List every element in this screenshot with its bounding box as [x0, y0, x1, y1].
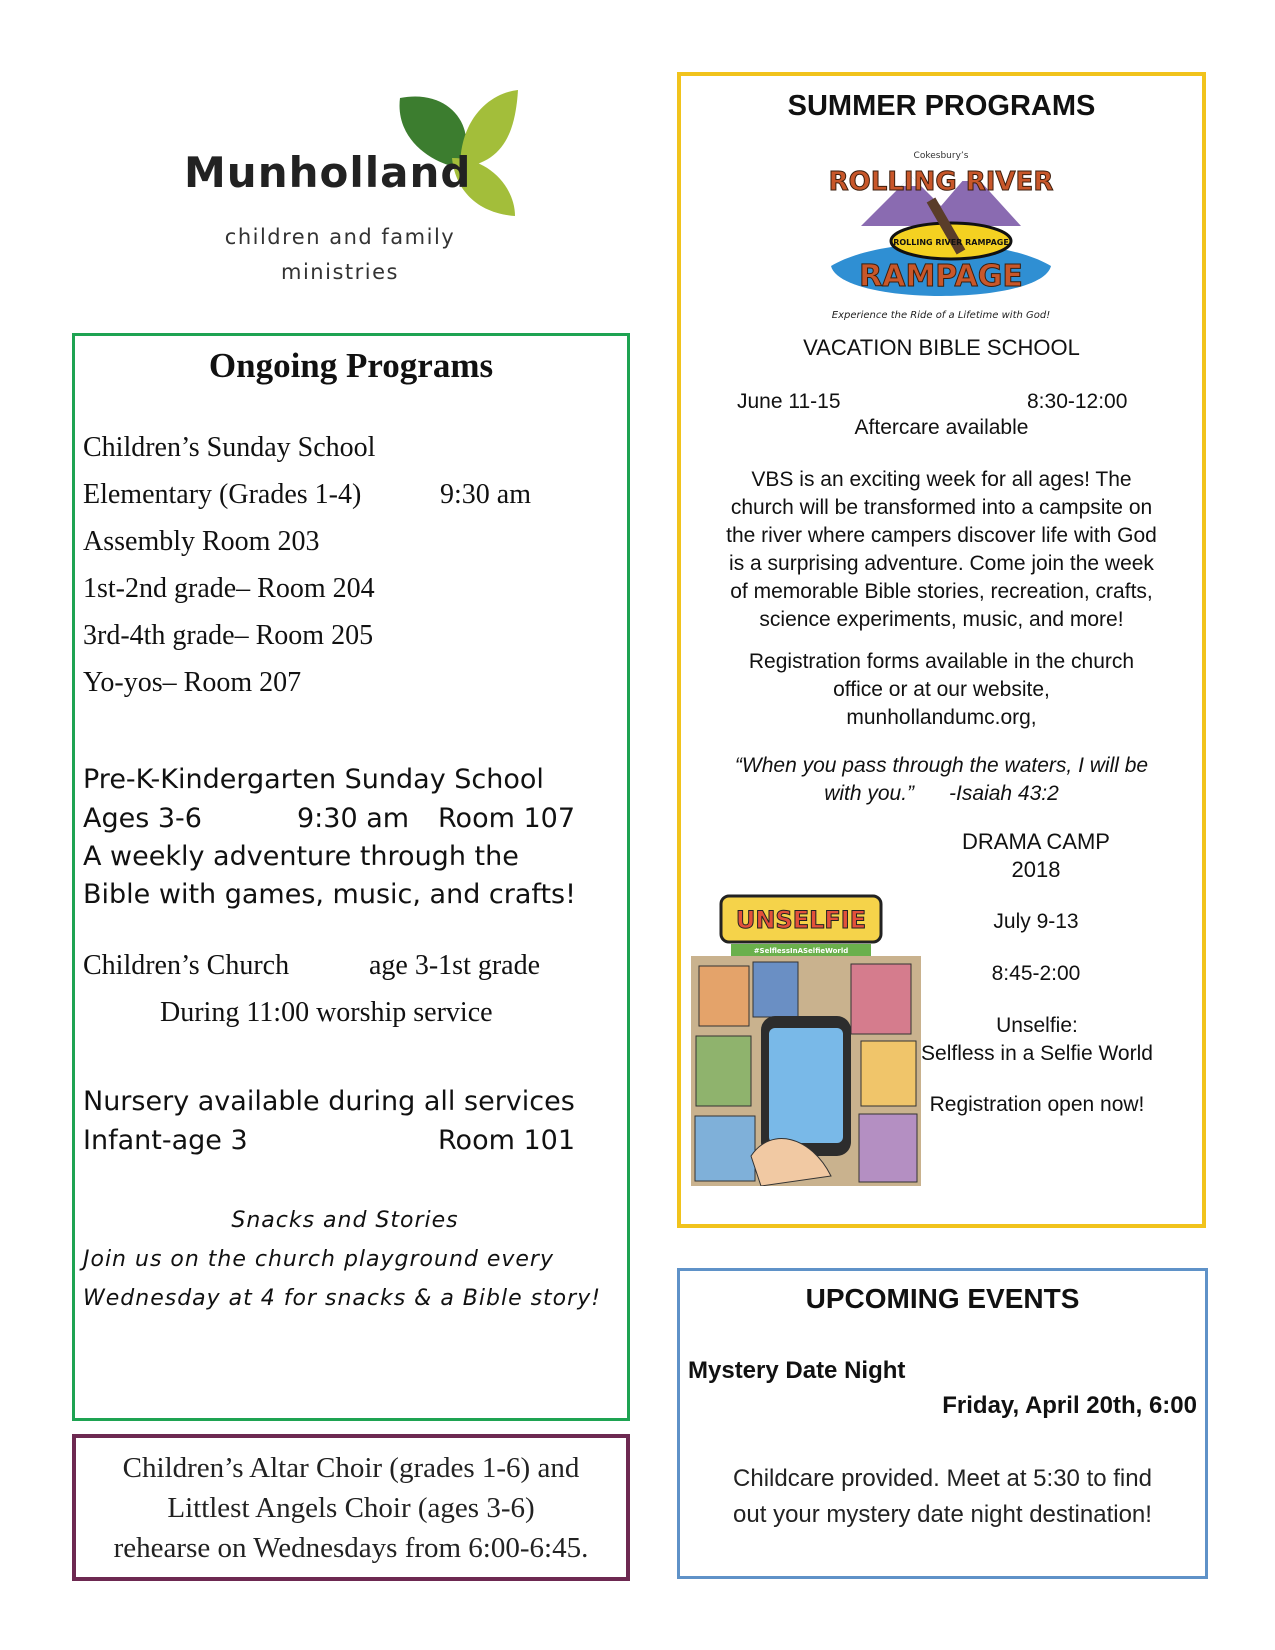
event-description: Childcare provided. Meet at 5:30 to find out your mystery date night destination!: [733, 1465, 1152, 1528]
room-line: Yo-yos– Room 207: [83, 667, 302, 698]
website-link[interactable]: munhollandumc.org,: [846, 706, 1037, 729]
drama-time: 8:45-2:00: [991, 962, 1081, 985]
prek-heading: Pre-K-Kindergarten Sunday School: [83, 764, 544, 795]
childrens-church-heading: Children’s Church: [83, 950, 290, 981]
nursery-ages: Infant-age 3: [83, 1125, 248, 1156]
choir-text: Children’s Altar Choir (grades 1-6) and Littlest Angels Choir (ages 3-6) rehearse on Wednesdays from 6:00-6:45.: [113, 1452, 589, 1564]
drama-camp-cover-image: [691, 856, 921, 1186]
room-line: Assembly Room 203: [83, 526, 320, 557]
vbs-logo-line1: ROLLING RIVER: [828, 167, 1054, 197]
event-when: Friday, April 20th, 6:00: [942, 1392, 1197, 1419]
event-name: Mystery Date Night: [688, 1357, 906, 1384]
summer-title: SUMMER PROGRAMS: [787, 90, 1096, 122]
vbs-time: 8:30-12:00: [1027, 390, 1128, 413]
nursery-room: Room 101: [438, 1125, 576, 1156]
snacks-line: Wednesday at 4 for snacks & a Bible story!: [83, 1286, 602, 1311]
room-line: 3rd-4th grade– Room 205: [83, 620, 374, 651]
choir-box: [72, 1434, 630, 1581]
events-title: UPCOMING EVENTS: [805, 1283, 1080, 1314]
vbs-heading: VACATION BIBLE SCHOOL: [803, 335, 1080, 360]
snacks-line: Join us on the church playground every: [83, 1247, 554, 1272]
logo-wordmark: Munholland: [184, 148, 472, 197]
ongoing-programs-box: [72, 333, 630, 1421]
vbs-logo-image: [821, 146, 1061, 326]
prek-room: Room 107: [438, 803, 576, 834]
prek-desc: Bible with games, music, and crafts!: [83, 879, 576, 910]
vbs-registration: Registration forms available in the church office or at our website, munhollandumc.org,: [681, 648, 1202, 732]
childrens-church-ages: age 3-1st grade: [369, 950, 541, 981]
prek-time: 9:30 am: [297, 803, 410, 834]
vbs-logo-top-text: Cokesbury’s: [913, 151, 969, 161]
ongoing-title: Ongoing Programs: [208, 346, 494, 385]
nursery-heading: Nursery available during all services: [83, 1086, 575, 1117]
elementary-time: 9:30 am: [440, 479, 531, 510]
childrens-church-when: During 11:00 worship service: [160, 997, 493, 1028]
snacks-title: Snacks and Stories: [231, 1208, 459, 1233]
room-line: 1st-2nd grade– Room 204: [83, 573, 375, 604]
vbs-quote: “When you pass through the waters, I will be with you.” -Isaiah 43:2: [734, 754, 1149, 805]
drama-heading: DRAMA CAMP 2018: [962, 829, 1110, 882]
vbs-description: VBS is an exciting week for all ages! The church will be transformed into a campsite on the river where campers discover life with God is a surprising adventure. Come join the week of memorable Bible stories, recreation, crafts, science experiments, music, and more!: [726, 468, 1157, 631]
cover-tag: #SelflessInASelfieWorld: [753, 947, 849, 955]
vbs-logo-line2: RAMPAGE: [859, 259, 1023, 294]
vbs-aftercare: Aftercare available: [854, 416, 1029, 439]
upcoming-events-box: [677, 1268, 1208, 1579]
vbs-dates: June 11-15: [737, 390, 841, 413]
prek-ages: Ages 3-6: [83, 803, 202, 834]
drama-registration: Registration open now!: [929, 1093, 1145, 1116]
logo-subtitle: children and family ministries: [224, 225, 456, 284]
drama-theme: Unselfie: Selfless in a Selfie World: [921, 1014, 1153, 1065]
drama-dates: July 9-13: [993, 910, 1079, 933]
summer-programs-box: [677, 72, 1206, 1228]
sunday-school-heading: Children’s Sunday School: [83, 432, 376, 463]
elementary-label: Elementary (Grades 1-4): [83, 479, 362, 510]
cover-title: UNSELFIE: [735, 906, 867, 934]
ministry-logo: [160, 88, 540, 298]
prek-desc: A weekly adventure through the: [83, 841, 519, 872]
vbs-logo-banner: ROLLING RIVER RAMPAGE: [893, 238, 1009, 247]
vbs-logo-tagline: Experience the Ride of a Lifetime with God!: [831, 310, 1051, 321]
